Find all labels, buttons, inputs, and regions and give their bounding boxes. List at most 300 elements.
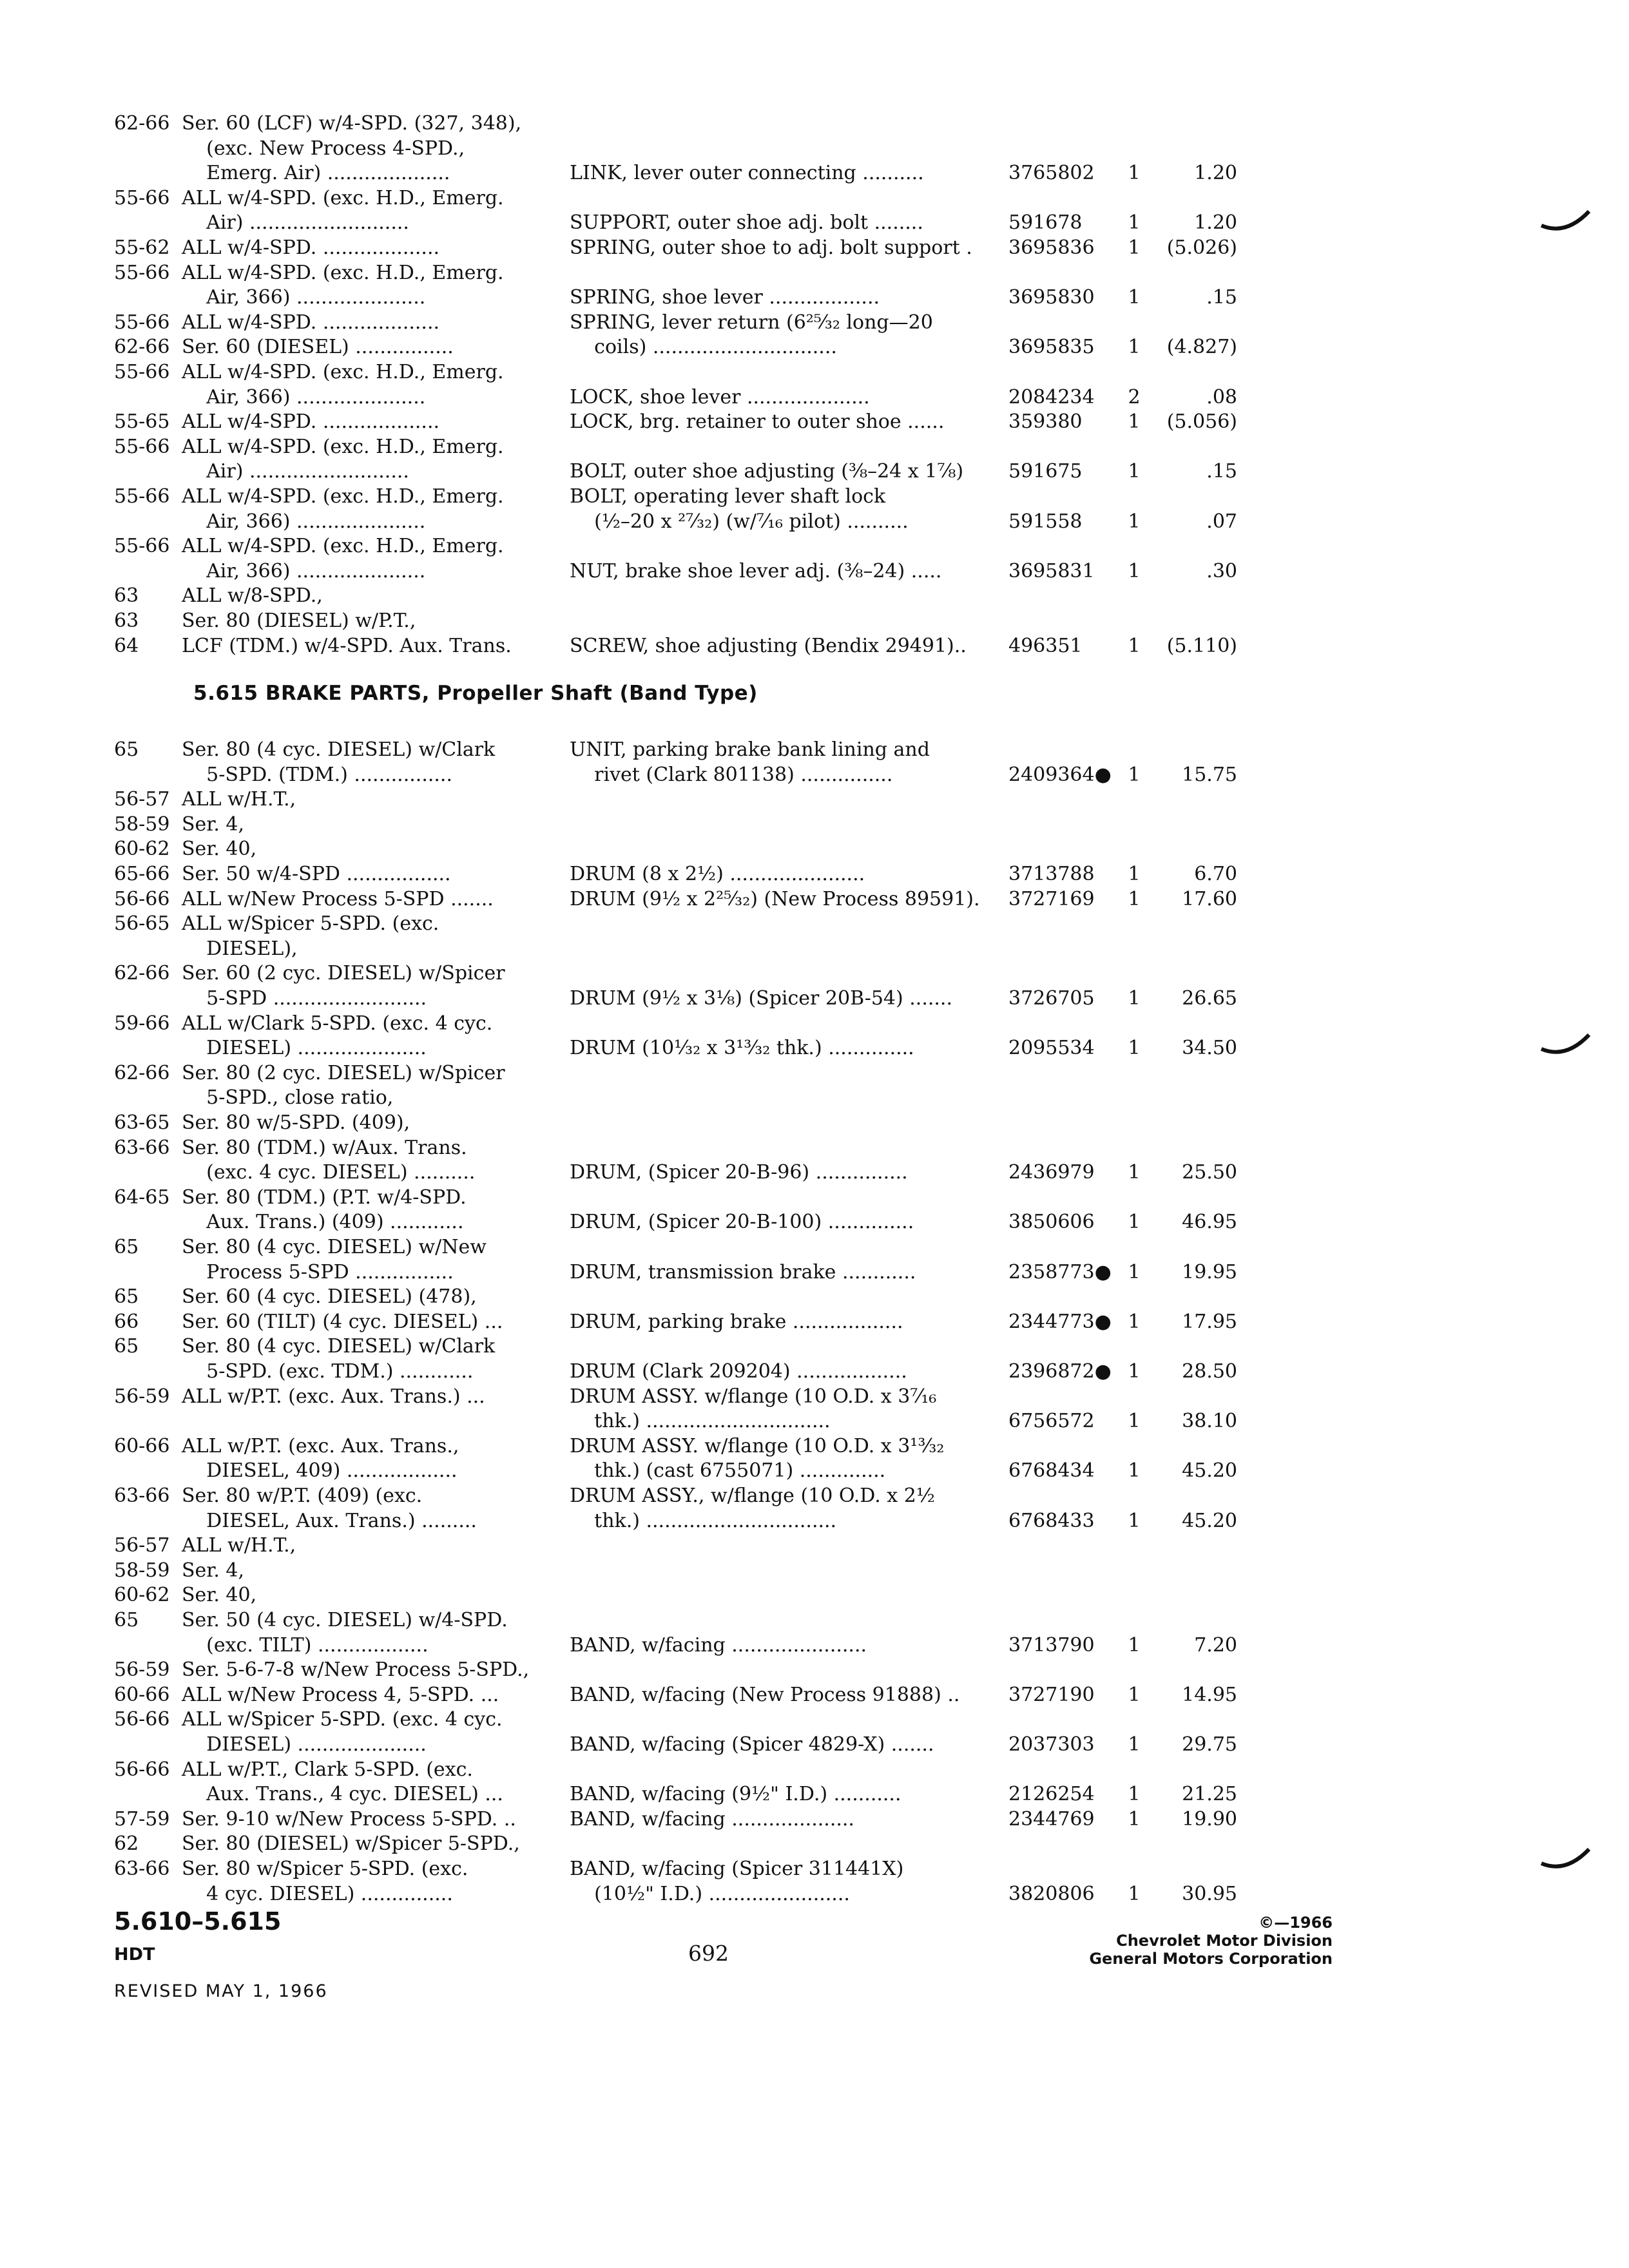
model-years: 65 (114, 1335, 139, 1358)
parts-row (0, 861, 1629, 887)
model-years: 62-66 (114, 1061, 170, 1084)
part-number: 2084234 (1008, 385, 1095, 408)
model-years: 58-59 (114, 812, 170, 836)
application: Ser. 60 (4 cyc. DIESEL) (478), (182, 1285, 477, 1309)
application: ALL w/4-SPD. (exc. H.D., Emerg. (182, 261, 504, 284)
part-number: 3713790 (1008, 1633, 1095, 1657)
quantity: 1 (1128, 1310, 1141, 1333)
quantity: 1 (1128, 336, 1141, 359)
application: Air, 366) ..................... (182, 510, 426, 533)
quantity: 1 (1128, 1260, 1141, 1283)
parts-row (0, 1110, 1629, 1136)
part-description: DRUM ASSY. w/flange (10 O.D. x 3¹³⁄₃₂ (570, 1434, 945, 1457)
parts-row (0, 1160, 1629, 1186)
part-number: 3726705 (1008, 987, 1095, 1010)
application: 5-SPD. (TDM.) ................ (182, 763, 452, 786)
part-description: SPRING, shoe lever .................. (570, 286, 880, 309)
part-description: thk.) ............................... (570, 1509, 837, 1532)
quantity: 1 (1128, 634, 1141, 657)
revision-date: REVISED MAY 1, 1966 (114, 1981, 328, 2001)
application: 5-SPD., close ratio, (182, 1086, 394, 1110)
application: Process 5-SPD ................ (182, 1260, 454, 1283)
application: ALL w/4-SPD. (exc. H.D., Emerg. (182, 485, 504, 508)
parts-row (0, 459, 1629, 485)
price: .08 (1206, 385, 1237, 408)
section-title: 5.615 BRAKE PARTS, Propeller Shaft (Band Type) (193, 682, 758, 705)
model-years: 55-65 (114, 410, 170, 434)
parts-row (0, 1011, 1629, 1037)
part-description: DRUM (9½ x 2²⁵⁄₃₂) (New Process 89591). (570, 887, 980, 910)
model-years: 56-66 (114, 1708, 170, 1731)
model-years: 63 (114, 610, 139, 632)
application: Ser. 50 w/4-SPD ................. (182, 863, 451, 885)
model-years: 60-62 (114, 1584, 170, 1607)
application: ALL w/4-SPD. ................... (182, 410, 440, 434)
catalog-code: HDT (114, 1945, 155, 1965)
part-description: rivet (Clark 801138) ............... (570, 763, 893, 786)
application: Aux. Trans.) (409) ............ (182, 1211, 464, 1234)
application: ALL w/4-SPD. (exc. H.D., Emerg. (182, 535, 504, 558)
application: ALL w/8-SPD., (182, 584, 323, 608)
application: (exc. 4 cyc. DIESEL) .......... (182, 1161, 476, 1184)
price: 1.20 (1194, 211, 1237, 235)
application: Ser. 60 (DIESEL) ................ (182, 336, 454, 359)
application: ALL w/P.T. (exc. Aux. Trans.) ... (182, 1385, 485, 1408)
price: 21.25 (1182, 1783, 1237, 1806)
parts-row (0, 434, 1629, 460)
part-description: DRUM (10¹⁄₃₂ x 3¹³⁄₃₂ thk.) .............. (570, 1037, 914, 1060)
application: Ser. 4, (182, 1559, 245, 1582)
application: Ser. 50 (4 cyc. DIESEL) w/4-SPD. (182, 1609, 508, 1631)
application: ALL w/P.T., Clark 5-SPD. (exc. (182, 1758, 473, 1781)
model-years: 65 (114, 1285, 139, 1309)
application: Aux. Trans., 4 cyc. DIESEL) ... (182, 1783, 503, 1806)
model-years: 56-57 (114, 788, 170, 811)
margin-tick-mark (1540, 207, 1592, 233)
model-years: 55-66 (114, 435, 170, 458)
part-description: LOCK, shoe lever .................... (570, 385, 870, 408)
part-description: SPRING, lever return (6²⁵⁄₃₂ long—20 (570, 311, 933, 334)
parts-row (0, 559, 1629, 584)
model-years: 62 (114, 1832, 139, 1856)
parts-row (0, 1881, 1629, 1907)
part-number: 2409364● (1008, 763, 1112, 786)
parts-row (0, 1309, 1629, 1335)
part-number: 359380 (1008, 410, 1083, 434)
parts-row (0, 1508, 1629, 1534)
parts-row (0, 1856, 1629, 1882)
model-years: 63-66 (114, 1858, 170, 1880)
quantity: 1 (1128, 162, 1141, 185)
parts-row (0, 186, 1629, 211)
parts-row (0, 762, 1629, 788)
part-number: 6768433 (1008, 1509, 1095, 1532)
price: (5.026) (1166, 236, 1237, 259)
part-number: 2358773● (1008, 1260, 1112, 1283)
quantity: 1 (1128, 286, 1141, 309)
parts-row (0, 1209, 1629, 1235)
model-years: 63-65 (114, 1111, 170, 1134)
parts-row (0, 385, 1629, 410)
parts-row (0, 1185, 1629, 1211)
application: Ser. 80 (TDM.) (P.T. w/4-SPD. (182, 1186, 467, 1209)
part-description: SCREW, shoe adjusting (Bendix 29491).. (570, 634, 967, 657)
model-years: 55-66 (114, 485, 170, 508)
price: (4.827) (1166, 336, 1237, 359)
model-years: 64 (114, 634, 139, 657)
part-number: 2436979 (1008, 1161, 1095, 1184)
application: ALL w/P.T. (exc. Aux. Trans., (182, 1434, 459, 1457)
price: 45.20 (1182, 1509, 1237, 1532)
application: (exc. TILT) .................. (182, 1633, 429, 1657)
application: Ser. 60 (LCF) w/4-SPD. (327, 348), (182, 112, 522, 135)
price: 46.95 (1182, 1211, 1237, 1234)
application: Ser. 80 (2 cyc. DIESEL) w/Spicer (182, 1061, 505, 1084)
parts-row (0, 1608, 1629, 1633)
part-description: thk.) (cast 6755071) .............. (570, 1459, 886, 1483)
quantity: 1 (1128, 863, 1141, 885)
part-description: NUT, brake shoe lever adj. (⅜–24) ..... (570, 559, 942, 582)
application: Air, 366) ..................... (182, 385, 426, 408)
price: 17.60 (1182, 887, 1237, 910)
parts-row (0, 1582, 1629, 1608)
quantity: 1 (1128, 1683, 1141, 1706)
application: DIESEL) ..................... (182, 1037, 427, 1060)
application: Air, 366) ..................... (182, 559, 426, 582)
application: Ser. 9-10 w/New Process 5-SPD. .. (182, 1807, 516, 1831)
part-description: DRUM (Clark 209204) .................. (570, 1360, 907, 1383)
application: Ser. 60 (TILT) (4 cyc. DIESEL) ... (182, 1310, 503, 1333)
parts-row (0, 1235, 1629, 1260)
application: Ser. 5-6-7-8 w/New Process 5-SPD., (182, 1658, 530, 1682)
parts-row (0, 210, 1629, 236)
quantity: 1 (1128, 1037, 1141, 1060)
parts-row (0, 1359, 1629, 1385)
price: 45.20 (1182, 1459, 1237, 1483)
parts-row (0, 1782, 1629, 1807)
parts-row (0, 1334, 1629, 1360)
price: .15 (1206, 286, 1237, 309)
application: Ser. 80 (4 cyc. DIESEL) w/Clark (182, 1335, 496, 1358)
quantity: 1 (1128, 1509, 1141, 1532)
application: ALL w/4-SPD. (exc. H.D., Emerg. (182, 186, 504, 209)
parts-row (0, 1558, 1629, 1584)
application: Emerg. Air) .................... (182, 162, 450, 185)
parts-row (0, 235, 1629, 261)
application: ALL w/4-SPD. (exc. H.D., Emerg. (182, 435, 504, 458)
quantity: 2 (1128, 385, 1141, 408)
parts-row (0, 1757, 1629, 1783)
part-number: 3695835 (1008, 336, 1095, 359)
part-number: 591678 (1008, 211, 1083, 235)
model-years: 66 (114, 1310, 139, 1333)
part-description: DRUM (9½ x 3⅛) (Spicer 20B-54) ....... (570, 987, 953, 1010)
model-years: 60-66 (114, 1683, 170, 1706)
model-years: 60-62 (114, 838, 170, 861)
part-description: thk.) .............................. (570, 1410, 831, 1433)
part-number: 2344773● (1008, 1310, 1112, 1333)
quantity: 1 (1128, 1882, 1141, 1905)
application: ALL w/Spicer 5-SPD. (exc. 4 cyc. (182, 1708, 503, 1731)
parts-row (0, 1135, 1629, 1161)
part-number: 591675 (1008, 460, 1083, 483)
application: (exc. New Process 4-SPD., (182, 137, 465, 160)
part-description: DRUM (8 x 2½) ...................... (570, 863, 865, 885)
model-years: 55-66 (114, 186, 170, 209)
quantity: 1 (1128, 1360, 1141, 1383)
parts-row (0, 1458, 1629, 1484)
model-years: 56-66 (114, 887, 170, 910)
application: Air) .......................... (182, 460, 409, 483)
part-number: 6768434 (1008, 1459, 1095, 1483)
section-reference: 5.610–5.615 (114, 1907, 282, 1936)
parts-row (0, 633, 1629, 659)
part-number: 496351 (1008, 634, 1083, 657)
parts-row (0, 1633, 1629, 1658)
part-number: 6756572 (1008, 1410, 1095, 1433)
application: ALL w/4-SPD. ................... (182, 236, 440, 259)
parts-row (0, 509, 1629, 535)
price: 29.75 (1182, 1733, 1237, 1756)
quantity: 1 (1128, 1161, 1141, 1184)
model-years: 65 (114, 738, 139, 761)
model-years: 60-66 (114, 1434, 170, 1457)
part-description: BOLT, outer shoe adjusting (⅜–24 x 1⅞) (570, 460, 964, 483)
price: 38.10 (1182, 1410, 1237, 1433)
application: Ser. 80 w/P.T. (409) (exc. (182, 1485, 423, 1507)
price: 19.95 (1182, 1260, 1237, 1283)
parts-row (0, 836, 1629, 862)
part-description: BAND, w/facing .................... (570, 1807, 854, 1831)
part-number: 3727169 (1008, 887, 1095, 910)
part-description: DRUM ASSY., w/flange (10 O.D. x 2½ (570, 1485, 935, 1507)
parts-row (0, 111, 1629, 137)
part-description: LINK, lever outer connecting .......... (570, 162, 924, 185)
parts-row (0, 608, 1629, 634)
model-years: 55-66 (114, 361, 170, 383)
parts-row (0, 1434, 1629, 1459)
part-description: coils) .............................. (570, 336, 837, 359)
application: Ser. 40, (182, 1584, 257, 1607)
application: ALL w/New Process 5-SPD ....... (182, 887, 494, 910)
quantity: 1 (1128, 460, 1141, 483)
application: 5-SPD ......................... (182, 987, 427, 1010)
model-years: 62-66 (114, 336, 170, 359)
model-years: 65 (114, 1609, 139, 1631)
part-description: DRUM ASSY. w/flange (10 O.D. x 3⁷⁄₁₆ (570, 1385, 937, 1408)
quantity: 1 (1128, 887, 1141, 910)
parts-row (0, 1707, 1629, 1733)
part-number: 591558 (1008, 510, 1083, 533)
part-number: 2095534 (1008, 1037, 1095, 1060)
quantity: 1 (1128, 236, 1141, 259)
part-description: BAND, w/facing (New Process 91888) .. (570, 1683, 960, 1706)
application: Air, 366) ..................... (182, 286, 426, 309)
quantity: 1 (1128, 1410, 1141, 1433)
part-number: 3727190 (1008, 1683, 1095, 1706)
price: 30.95 (1182, 1882, 1237, 1905)
parts-row (0, 533, 1629, 559)
part-number: 3850606 (1008, 1211, 1095, 1234)
parts-row (0, 936, 1629, 962)
parts-row (0, 1284, 1629, 1310)
parts-row (0, 1035, 1629, 1061)
quantity: 1 (1128, 763, 1141, 786)
part-description: (10½" I.D.) ....................... (570, 1882, 850, 1905)
parts-row (0, 1533, 1629, 1559)
price: 25.50 (1182, 1161, 1237, 1184)
application: DIESEL, Aux. Trans.) ......... (182, 1509, 477, 1532)
model-years: 63 (114, 584, 139, 608)
parts-row (0, 1483, 1629, 1509)
part-description: BOLT, operating lever shaft lock (570, 485, 886, 508)
part-number: 2037303 (1008, 1733, 1095, 1756)
part-description: BAND, w/facing ...................... (570, 1633, 867, 1657)
parts-row (0, 1807, 1629, 1832)
quantity: 1 (1128, 987, 1141, 1010)
parts-row (0, 1260, 1629, 1285)
parts-row (0, 484, 1629, 510)
quantity: 1 (1128, 1807, 1141, 1831)
part-number: 3695830 (1008, 286, 1095, 309)
application: Ser. 80 (TDM.) w/Aux. Trans. (182, 1136, 467, 1159)
parts-row (0, 310, 1629, 336)
model-years: 55-66 (114, 311, 170, 334)
part-number: 2126254 (1008, 1783, 1095, 1806)
quantity: 1 (1128, 1783, 1141, 1806)
model-years: 57-59 (114, 1807, 170, 1831)
part-number: 3713788 (1008, 863, 1095, 885)
application: 4 cyc. DIESEL) ............... (182, 1882, 453, 1905)
parts-row (0, 961, 1629, 986)
price: .15 (1206, 460, 1237, 483)
parts-row (0, 260, 1629, 286)
application: ALL w/Clark 5-SPD. (exc. 4 cyc. (182, 1012, 493, 1035)
price: 34.50 (1182, 1037, 1237, 1060)
part-number: 3820806 (1008, 1882, 1095, 1905)
quantity: 1 (1128, 410, 1141, 434)
model-years: 59-66 (114, 1012, 170, 1035)
quantity: 1 (1128, 1633, 1141, 1657)
part-number: 3765802 (1008, 162, 1095, 185)
part-number: 3695831 (1008, 559, 1095, 582)
price: 28.50 (1182, 1360, 1237, 1383)
application: ALL w/4-SPD. ................... (182, 311, 440, 334)
parts-row (0, 1732, 1629, 1758)
part-description: BAND, w/facing (Spicer 311441X) (570, 1858, 904, 1880)
part-description: DRUM, transmission brake ............ (570, 1260, 916, 1283)
model-years: 56-59 (114, 1385, 170, 1408)
quantity: 1 (1128, 559, 1141, 582)
parts-row (0, 136, 1629, 162)
corporation-name: General Motors Corporation (1089, 1950, 1333, 1968)
copyright: ©—1966 (1258, 1914, 1333, 1932)
model-years: 62-66 (114, 112, 170, 135)
parts-row (0, 1831, 1629, 1857)
part-description: SUPPORT, outer shoe adj. bolt ........ (570, 211, 923, 235)
part-description: BAND, w/facing (Spicer 4829-X) ....... (570, 1733, 934, 1756)
parts-row (0, 409, 1629, 435)
parts-row (0, 737, 1629, 763)
part-number: 3695836 (1008, 236, 1095, 259)
price: (5.056) (1166, 410, 1237, 434)
application: 5-SPD. (exc. TDM.) ............ (182, 1360, 474, 1383)
application: Ser. 80 w/5-SPD. (409), (182, 1111, 410, 1134)
application: Ser. 80 (DIESEL) w/P.T., (182, 610, 416, 632)
part-description: UNIT, parking brake bank lining and (570, 738, 930, 761)
price: 26.65 (1182, 987, 1237, 1010)
price: 1.20 (1194, 162, 1237, 185)
quantity: 1 (1128, 1211, 1141, 1234)
model-years: 64-65 (114, 1186, 170, 1209)
model-years: 55-62 (114, 236, 170, 259)
application: Ser. 80 (4 cyc. DIESEL) w/New (182, 1236, 487, 1258)
margin-tick-mark (1540, 1031, 1592, 1057)
model-years: 55-66 (114, 261, 170, 284)
part-number: 2344769 (1008, 1807, 1095, 1831)
model-years: 56-65 (114, 912, 170, 936)
application: Ser. 60 (2 cyc. DIESEL) w/Spicer (182, 962, 505, 985)
application: DIESEL) ..................... (182, 1733, 427, 1756)
parts-row (0, 1061, 1629, 1086)
parts-row (0, 1085, 1629, 1111)
part-description: (½–20 x ²⁷⁄₃₂) (w/⁷⁄₁₆ pilot) .......... (570, 510, 909, 533)
application: Ser. 80 w/Spicer 5-SPD. (exc. (182, 1858, 468, 1880)
model-years: 55-66 (114, 535, 170, 558)
parts-row (0, 160, 1629, 186)
parts-row (0, 887, 1629, 912)
part-description: DRUM, (Spicer 20-B-100) .............. (570, 1211, 914, 1234)
application: DIESEL), (182, 937, 298, 960)
model-years: 56-59 (114, 1658, 170, 1682)
model-years: 63-66 (114, 1485, 170, 1507)
quantity: 1 (1128, 510, 1141, 533)
application: ALL w/New Process 4, 5-SPD. ... (182, 1683, 499, 1706)
parts-row (0, 334, 1629, 360)
price: 7.20 (1194, 1633, 1237, 1657)
application: Ser. 80 (4 cyc. DIESEL) w/Clark (182, 738, 496, 761)
part-description: LOCK, brg. retainer to outer shoe ...... (570, 410, 945, 434)
division-name: Chevrolet Motor Division (1116, 1932, 1333, 1950)
parts-row (0, 285, 1629, 311)
price: .07 (1206, 510, 1237, 533)
application: LCF (TDM.) w/4-SPD. Aux. Trans. (182, 634, 512, 657)
price: 15.75 (1182, 763, 1237, 786)
parts-row (0, 360, 1629, 385)
model-years: 56-66 (114, 1758, 170, 1781)
application: Ser. 80 (DIESEL) w/Spicer 5-SPD., (182, 1832, 520, 1856)
margin-tick-mark (1540, 1845, 1592, 1871)
part-description: DRUM, parking brake .................. (570, 1310, 903, 1333)
price: 6.70 (1194, 863, 1237, 885)
application: ALL w/4-SPD. (exc. H.D., Emerg. (182, 361, 504, 383)
parts-row (0, 911, 1629, 937)
model-years: 65-66 (114, 863, 170, 885)
application: ALL w/Spicer 5-SPD. (exc. (182, 912, 439, 936)
parts-row (0, 1408, 1629, 1434)
model-years: 65 (114, 1236, 139, 1258)
part-description: BAND, w/facing (9½" I.D.) ........... (570, 1783, 901, 1806)
price: .30 (1206, 559, 1237, 582)
part-description: DRUM, (Spicer 20-B-96) ............... (570, 1161, 908, 1184)
quantity: 1 (1128, 1459, 1141, 1483)
price: 17.95 (1182, 1310, 1237, 1333)
parts-row (0, 986, 1629, 1012)
application: Ser. 4, (182, 812, 245, 836)
parts-row (0, 1384, 1629, 1410)
application: Air) .......................... (182, 211, 409, 235)
parts-row (0, 583, 1629, 609)
